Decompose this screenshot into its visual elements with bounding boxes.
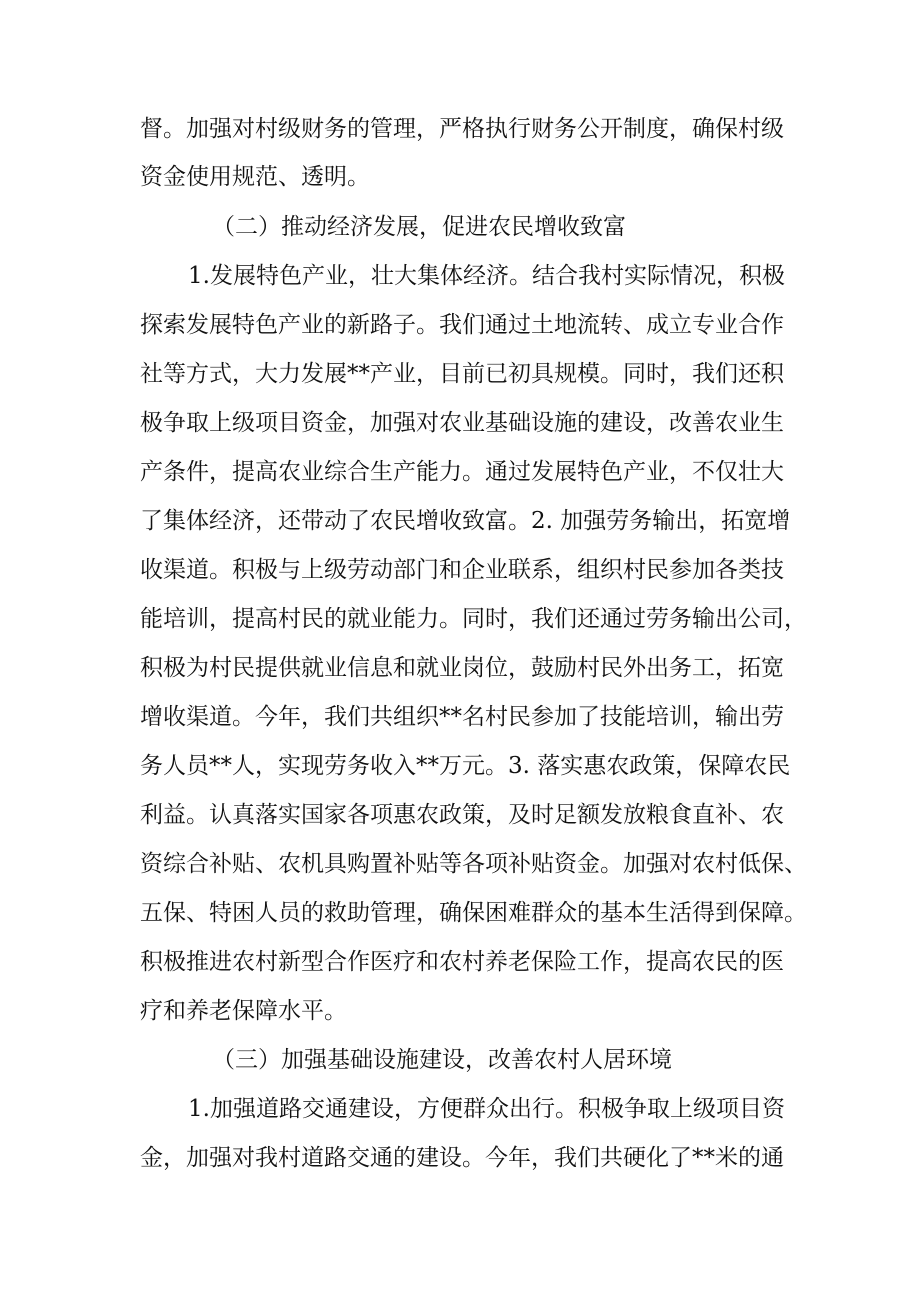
- body-line: 资综合补贴、农机具购置补贴等各项补贴资金。加强对农村低保、: [140, 851, 807, 877]
- section-heading: （三）加强基础设施建设，改善农村人居环境: [212, 1047, 672, 1073]
- body-line: 督。加强对村级财务的管理，严格执行财务公开制度，确保村级: [140, 116, 784, 142]
- body-line: 1.加强道路交通建设，方便群众出行。积极争取上级项目资: [188, 1096, 785, 1122]
- body-line: 积极为村民提供就业信息和就业岗位，鼓励村民外出务工，拓宽: [140, 655, 784, 681]
- body-line: 了集体经济，还带动了农民增收致富。2. 加强劳务输出，拓宽增: [140, 508, 791, 534]
- body-line: 探索发展特色产业的新路子。我们通过土地流转、成立专业合作: [140, 312, 784, 338]
- body-line: 务人员**人，实现劳务收入**万元。3. 落实惠农政策，保障农民: [140, 753, 791, 779]
- body-line: 金，加强对我村道路交通的建设。今年，我们共硬化了**米的通: [140, 1145, 784, 1171]
- body-line: 积极推进农村新型合作医疗和农村养老保险工作，提高农民的医: [140, 949, 784, 975]
- body-line: 产条件，提高农业综合生产能力。通过发展特色产业，不仅壮大: [140, 459, 784, 485]
- body-line: 资金使用规范、透明。: [140, 164, 370, 190]
- body-line: 社等方式，大力发展**产业，目前已初具规模。同时，我们还积: [140, 361, 784, 387]
- body-line: 疗和养老保障水平。: [140, 998, 347, 1024]
- body-line: 能培训，提高村民的就业能力。同时，我们还通过劳务输出公司，: [140, 606, 807, 632]
- body-line: 五保、特困人员的救助管理，确保困难群众的基本生活得到保障。: [140, 900, 807, 926]
- body-line: 增收渠道。今年，我们共组织**名村民参加了技能培训，输出劳: [140, 704, 784, 730]
- body-line: 1.发展特色产业，壮大集体经济。结合我村实际情况，积极: [188, 263, 785, 289]
- body-line: 利益。认真落实国家各项惠农政策，及时足额发放粮食直补、农: [140, 802, 784, 828]
- body-line: 极争取上级项目资金，加强对农业基础设施的建设，改善农业生: [140, 410, 784, 436]
- section-heading: （二）推动经济发展，促进农民增收致富: [212, 214, 626, 240]
- body-line: 收渠道。积极与上级劳动部门和企业联系，组织村民参加各类技: [140, 557, 784, 583]
